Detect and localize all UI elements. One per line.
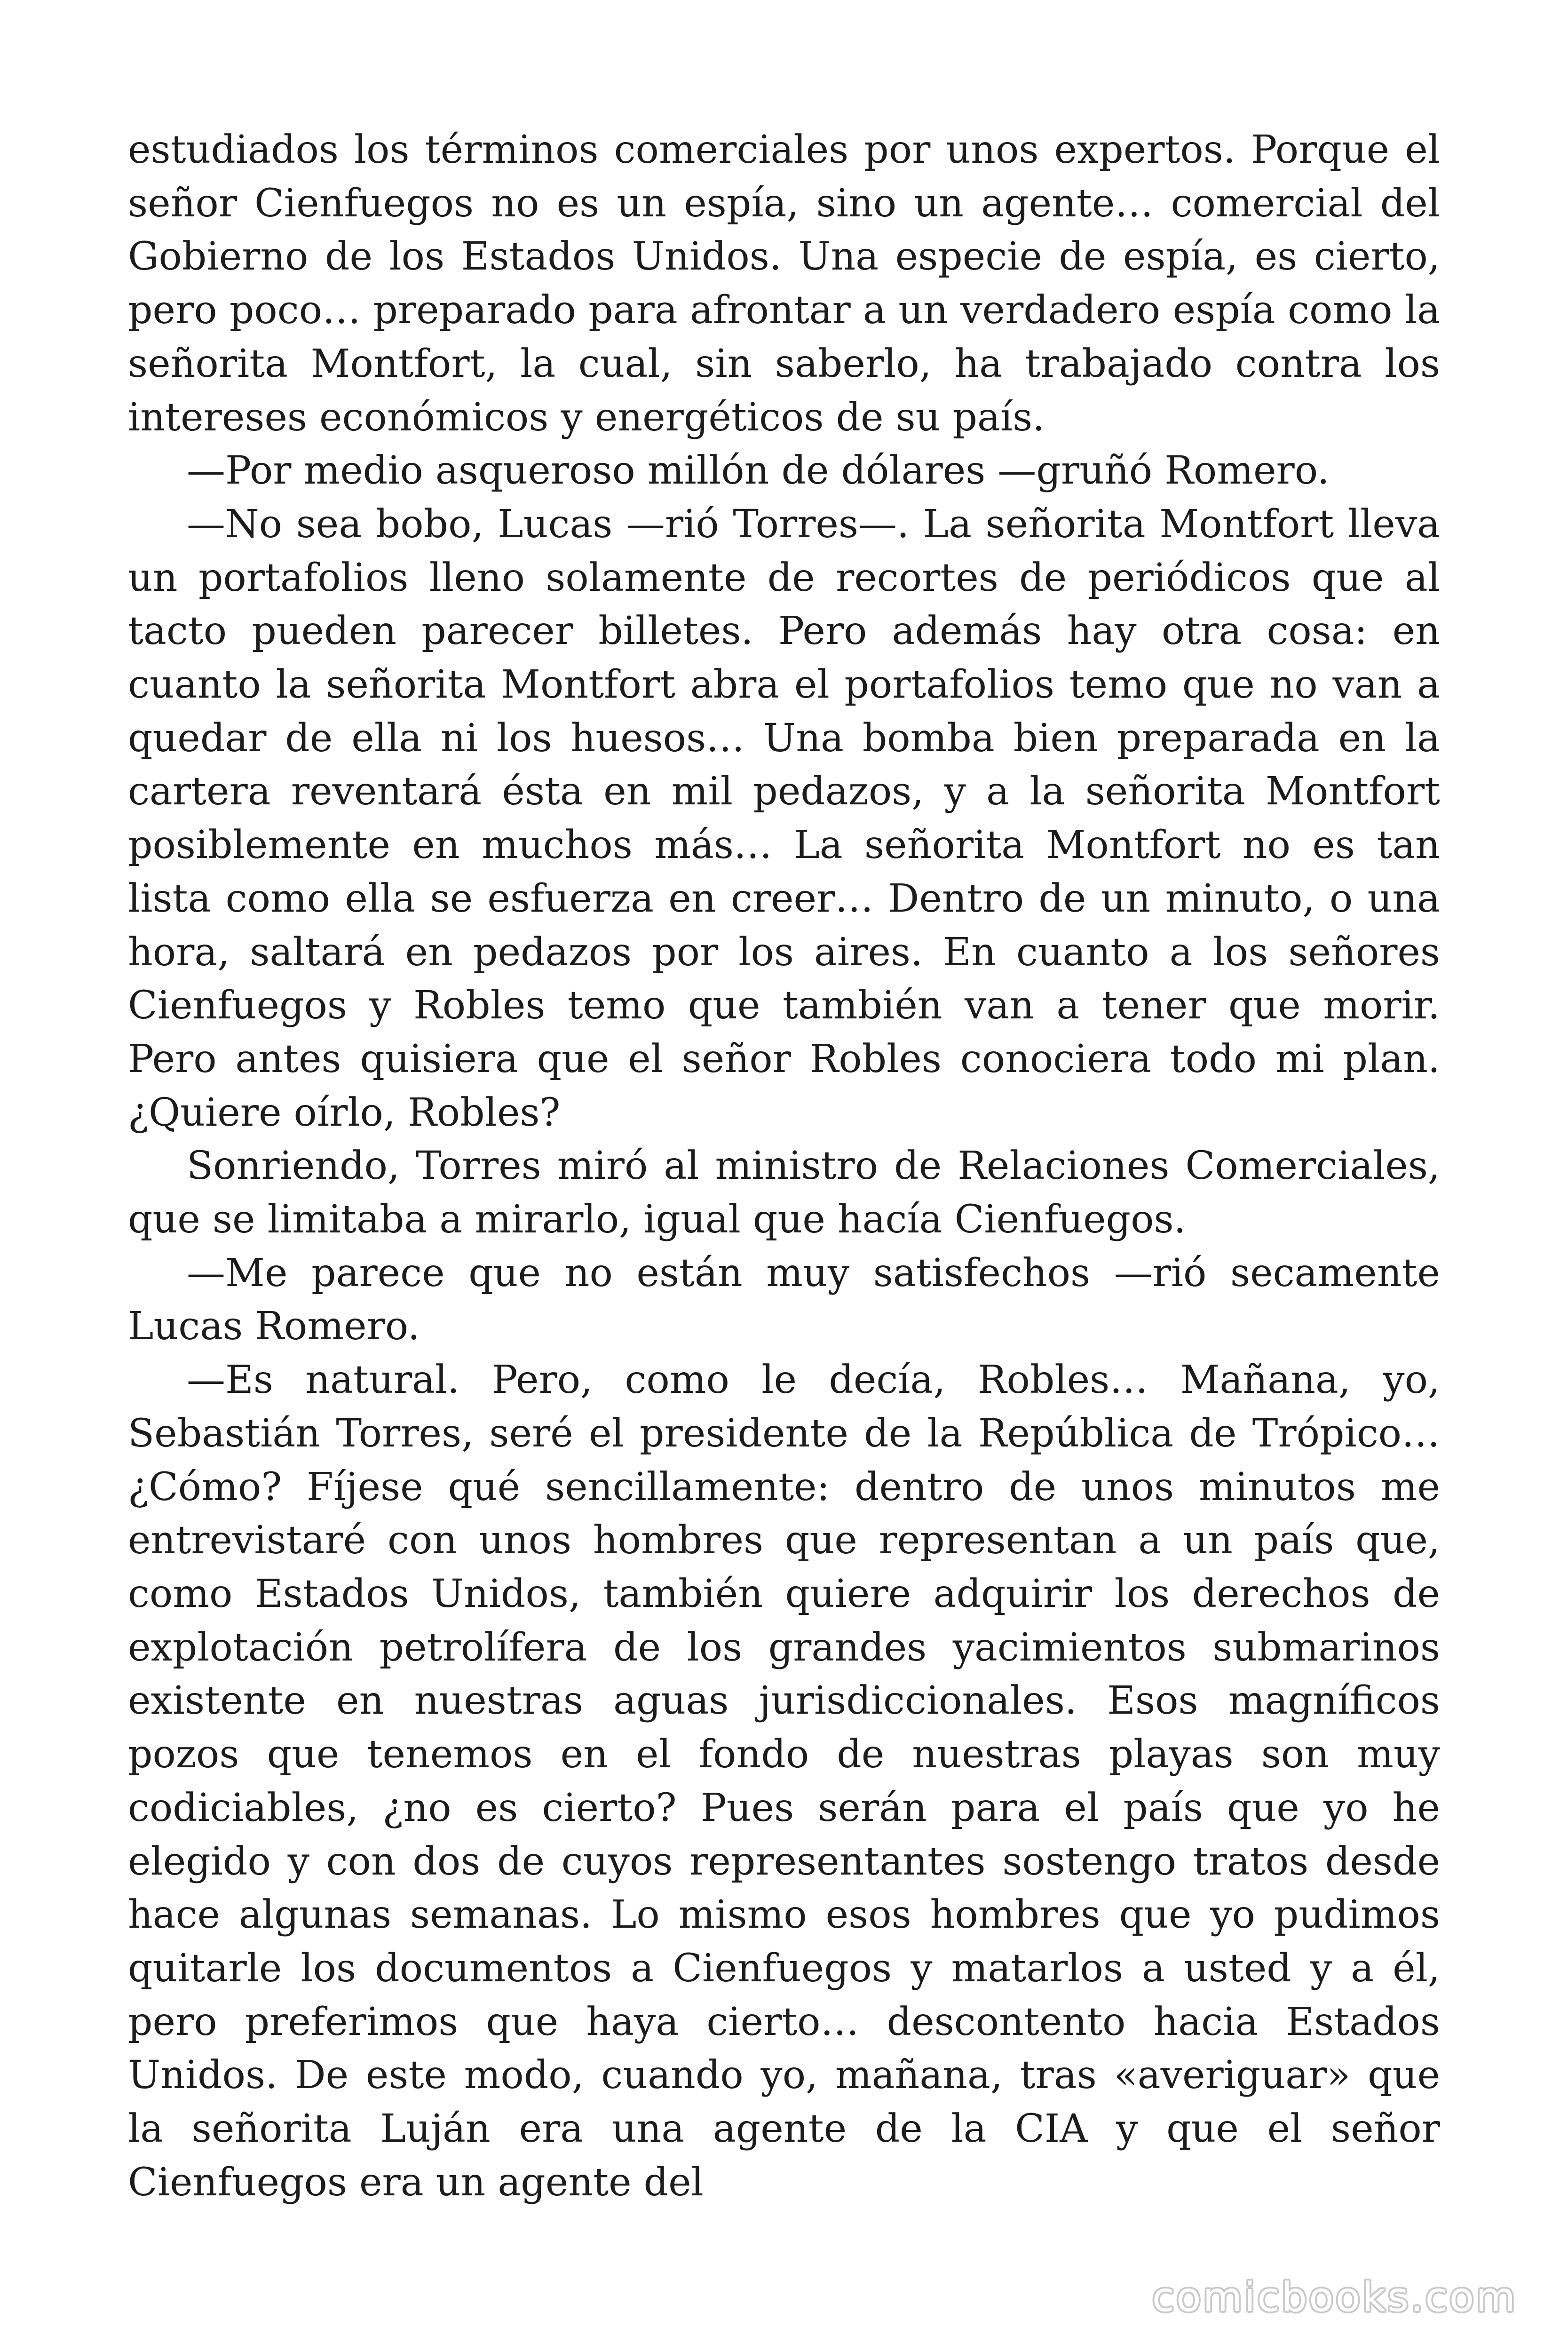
paragraph-es-natural: —Es natural. Pero, como le decía, Robles… Mañana, yo, Sebastián Torres, seré el presidente de la República de Trópico… ¿Cómo? Fíjese qué sencillamente: dentro de unos minutos me entrevistaré con unos hombres que representan a un país que, como Estados Unidos, también quiere adquirir los derechos de explotación petrolífera de los grandes yacimientos submarinos existente en nuestras aguas jurisdiccionales. Esos magníficos pozos que tenemos en el fondo de nuestras playas son muy codiciables, ¿no es cierto? Pues serán para el país que yo he elegido y con dos de cuyos representantes sostengo tratos desde hace algunas semanas. Lo mismo esos hombres que yo pudimos quitarle los documentos a Cienfuegos y matarlos a usted y a él, pero preferimos que haya cierto… descontento hacia Estados Unidos. De este modo, cuando yo, mañana, tras «averiguar» que la señorita Luján era una agente de la CIA y que el señor Cienfuegos era un agente del	[128, 1358, 1440, 2205]
paragraph-satisfechos: —Me parece que no están muy satisfechos —rió secamente Lucas Romero.	[128, 1250, 1440, 1349]
paragraph-romero-dialogue: —Por medio asqueroso millón de dólares —gruñó Romero.	[187, 448, 1330, 493]
paragraph-continued: estudiados los términos comerciales por unos expertos. Porque el señor Cienfuegos no es un espía, sino un agente… comercial del Gobierno de los Estados Unidos. Una especie de espía, es cierto, pero poco… preparado para afrontar a un verdadero espía como la señorita Montfort, la cual, sin saberlo, ha trabajado contra los intereses económicos y energéticos de su país.	[128, 127, 1440, 440]
paragraph-sonriendo: Sonriendo, Torres miró al ministro de Relaciones Comerciales, que se limitaba a mirarlo, igual que hacía Cienfuegos.	[128, 1144, 1440, 1242]
paragraph-torres-portafolios: —No sea bobo, Lucas —rió Torres—. La señorita Montfort lleva un portafolios lleno solamente de recortes de periódicos que al tacto pueden parecer billetes. Pero además hay otra cosa: en cuanto la señorita Montfort abra el portafolios temo que no van a quedar de ella ni los huesos… Una bomba bien preparada en la cartera reventará ésta en mil pedazos, y a la señorita Montfort posiblemente en muchos más… La señorita Montfort no es tan lista como ella se esfuerza en creer… Dentro de un minuto, o una hora, saltará en pedazos por los aires. En cuanto a los señores Cienfuegos y Robles temo que también van a tener que morir. Pero antes quisiera que el señor Robles conociera todo mi plan. ¿Quiere oírlo, Robles?	[128, 501, 1440, 1135]
watermark-text: comicbooks.com	[1152, 2274, 1517, 2321]
body-text	[128, 123, 1440, 2209]
